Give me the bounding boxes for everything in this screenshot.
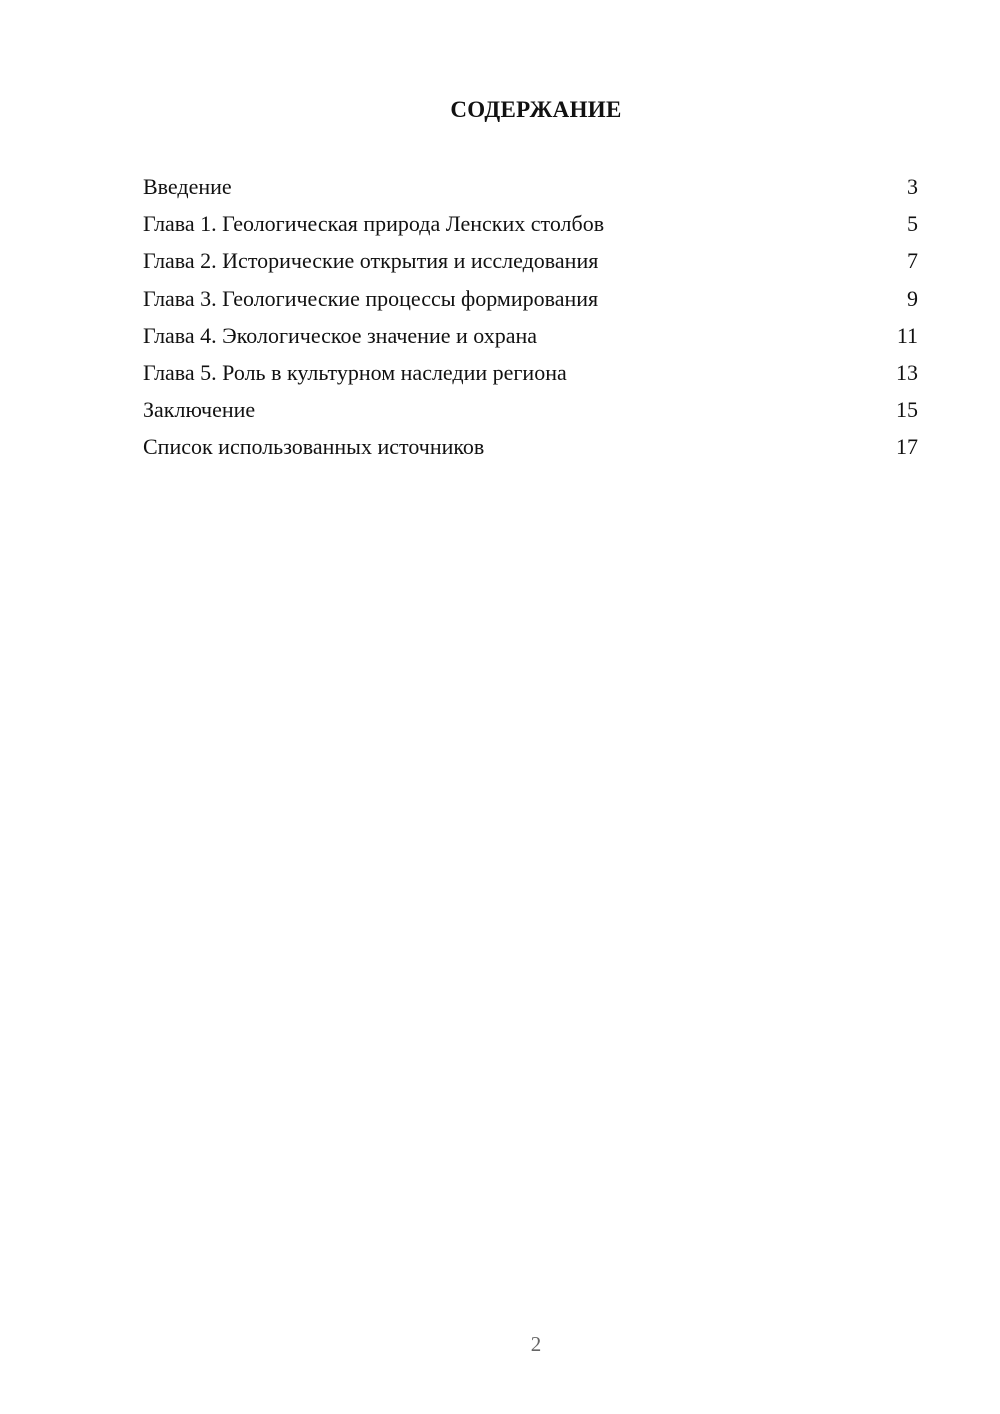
- toc-entry-references[interactable]: [143, 428, 918, 465]
- toc-entry-conclusion[interactable]: [143, 391, 918, 428]
- toc-entry-chapter-3[interactable]: [143, 280, 918, 317]
- toc-entry-page: 17: [896, 434, 918, 460]
- toc-entry-page: 3: [907, 174, 918, 199]
- toc-entry-chapter-1[interactable]: [143, 205, 918, 242]
- toc-entry-page: 5: [907, 211, 918, 237]
- toc-entry-label: Глава 4. Экологическое значение и охрана: [143, 322, 538, 348]
- toc-entry-chapter-4[interactable]: [143, 317, 918, 354]
- toc-entry-page: 15: [896, 397, 918, 423]
- toc-entry-label: Глава 1. Геологическая природа Ленских столбов: [143, 211, 605, 237]
- toc-entry-page: 13: [896, 359, 918, 385]
- toc-entry-page: 9: [907, 285, 918, 311]
- toc-entry-page: 7: [907, 248, 918, 274]
- toc-entry-label: Глава 3. Геологические процессы формирования: [143, 285, 599, 311]
- toc-entry-chapter-5[interactable]: [143, 354, 918, 391]
- toc-entry-introduction[interactable]: [143, 168, 918, 205]
- toc-entry-page: 11: [896, 322, 918, 348]
- toc-entry-label: Список использованных источников: [143, 434, 485, 460]
- page-number: 2: [530, 1332, 542, 1356]
- table-of-contents: [143, 168, 918, 466]
- toc-entry-label: Введение: [143, 174, 232, 199]
- toc-entry-label: Заключение: [143, 397, 256, 423]
- page-title: СОДЕРЖАНИЕ: [450, 97, 622, 122]
- toc-entry-label: Глава 5. Роль в культурном наследии региона: [143, 359, 567, 385]
- toc-entry-label: Глава 2. Исторические открытия и исследования: [143, 248, 599, 274]
- toc-entry-chapter-2[interactable]: [143, 242, 918, 279]
